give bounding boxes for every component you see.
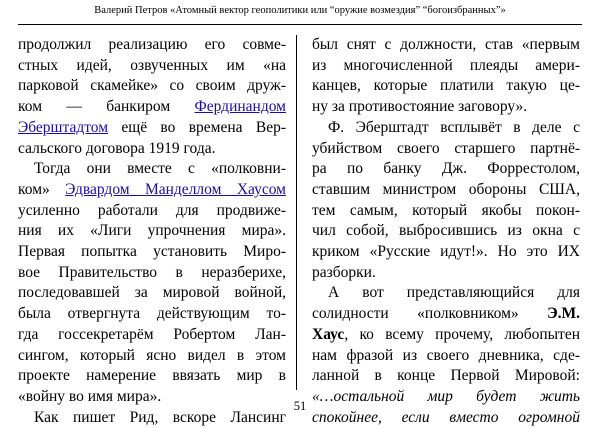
bold-name: Э.М.: [547, 305, 580, 323]
text-line: канцев, которые платили такую це-: [312, 77, 580, 95]
right-column: [312, 35, 580, 428]
text-fragment: ком — банкиром: [18, 98, 195, 116]
text-line: проекте намерение ввязать мир в: [18, 367, 286, 385]
text-line: была отвергнута действующим то-: [18, 305, 286, 323]
text-line: ну за противостояние заговору».: [312, 98, 528, 116]
text-line: разборки.: [312, 263, 376, 281]
text-line: чил собой, выбросившись из окна с: [312, 222, 580, 240]
column-divider: [296, 35, 297, 390]
link-edward-mandell-house[interactable]: Эдвардом Манделлом Хаусом: [65, 180, 286, 198]
text-line: ставшим министром обороны США,: [312, 180, 580, 198]
text-fragment: солидности «полковником»: [312, 305, 548, 323]
quote-line: «…остальной мир будет жить: [312, 387, 580, 405]
text-line: Ф. Эберштадт всплывёт в деле с: [328, 118, 580, 136]
left-column: [18, 35, 286, 428]
text-line: Как пишет Рид, вскоре Лансинг: [34, 408, 286, 426]
text-line: сингом, который ясно видел в этом: [18, 346, 286, 364]
text-line: [312, 304, 580, 325]
text-fragment: , ко всему прочему, любопытен: [344, 325, 580, 343]
text-line: «войну во имя мира».: [18, 387, 162, 405]
text-line: Тогда они вместе с «полковни-: [34, 160, 286, 178]
text-line: [312, 325, 580, 346]
text-line: стных идей, озвученных им «на: [18, 56, 286, 74]
text-line: парковой скамейке» со своим друж-: [18, 77, 286, 95]
text-line: убийством своего старшего партнё-: [312, 139, 580, 157]
text-fragment: ком»: [18, 180, 66, 198]
text-line: последовавшей за мировой войной,: [18, 284, 286, 302]
text-line: продолжил реализацию его совме-: [18, 36, 286, 53]
text-line: нам фразой из своего дневника, сде-: [312, 346, 580, 364]
page-number: 51: [293, 399, 307, 413]
text-line: тем самым, который якобы покон-: [312, 201, 580, 219]
link-eberstadt[interactable]: Эберштадтом: [18, 118, 109, 136]
text-fragment: ещё во времена Вер-: [108, 118, 286, 136]
running-header: Валерий Петров «Атомный вектор геополитики или “оружие возмездия” “богоизбранных”»: [94, 5, 506, 16]
link-ferdinand-eberstadt[interactable]: Фердинандом: [194, 98, 286, 116]
text-line: из многочисленной плеяды амери-: [312, 56, 580, 74]
text-line: Первая попытка установить Миро-: [18, 243, 286, 261]
bold-name: Хаус: [312, 325, 345, 343]
header-rule: [18, 24, 582, 25]
text-line: вое Правительство в неразберихе,: [18, 263, 286, 281]
text-line: сальского договора 1919 года.: [18, 139, 216, 157]
text-line: ния их «Лиги упрочнения мира».: [18, 222, 286, 240]
text-line: криком «Русские идут!». Но это ИХ: [312, 243, 580, 261]
text-line: [18, 180, 286, 201]
text-line: ра по банку Дж. Форрестолом,: [312, 160, 580, 178]
text-line: [18, 118, 286, 139]
text-line: ланной в конце Первой Мировой:: [312, 367, 580, 385]
quote-line: спокойнее, если вместо огромной: [312, 408, 580, 426]
text-line: усиленно работали для продвиже-: [18, 201, 286, 219]
text-line: гда госсекретарём Робертом Лан-: [18, 325, 286, 343]
text-line: был снят с должности, став «первым: [312, 36, 580, 53]
text-line: А вот представляющийся для: [328, 284, 580, 302]
text-line: [18, 97, 286, 118]
